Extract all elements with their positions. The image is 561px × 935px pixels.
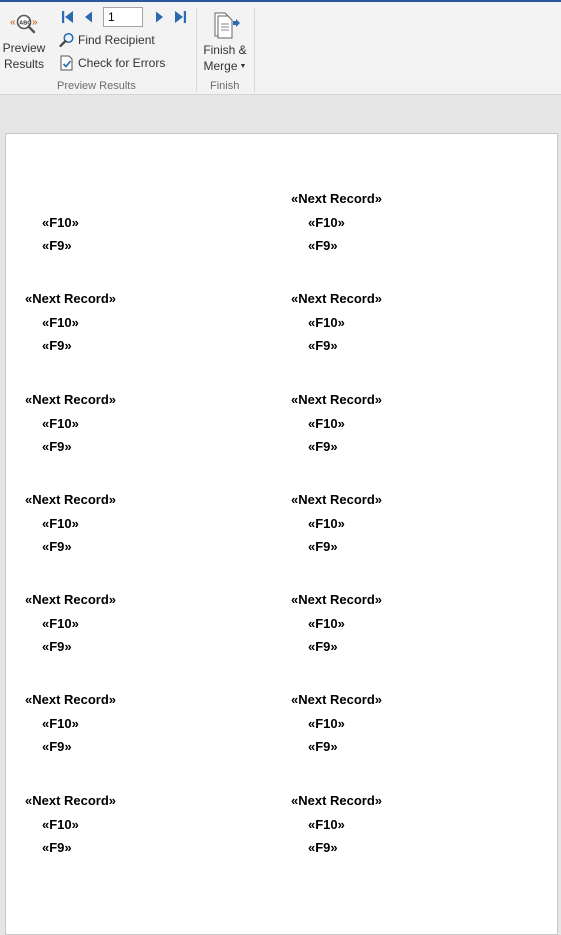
preview-results-label-2: Results — [3, 57, 44, 71]
svg-text:ABC: ABC — [19, 20, 32, 27]
finish-merge-button[interactable] — [200, 10, 250, 75]
group-separator — [196, 8, 197, 92]
f9-field: «F9» — [308, 739, 338, 754]
next-record-icon[interactable] — [152, 10, 166, 24]
document-page[interactable] — [5, 133, 558, 935]
next-record-field: «Next Record» — [25, 492, 117, 507]
label-cell — [291, 492, 531, 582]
f9-field: «F9» — [42, 439, 72, 454]
label-cell — [25, 492, 265, 582]
next-record-field: «Next Record» — [25, 392, 117, 407]
record-number-input[interactable] — [103, 7, 143, 27]
find-recipient-label: Find Recipient — [78, 33, 155, 47]
preview-results-label-1: Preview — [2, 41, 46, 55]
next-record-field: «Next Record» — [25, 592, 117, 607]
f10-field: «F10» — [42, 817, 79, 832]
label-cell — [25, 692, 265, 782]
previous-record-icon[interactable] — [82, 10, 96, 24]
f10-field: «F10» — [42, 215, 79, 230]
f10-field: «F10» — [308, 215, 345, 230]
preview-results-button[interactable] — [2, 12, 46, 72]
f10-field: «F10» — [42, 416, 79, 431]
find-recipient-button[interactable] — [59, 31, 169, 49]
group-separator-end — [254, 8, 255, 92]
f9-field: «F9» — [308, 840, 338, 855]
f10-field: «F10» — [42, 315, 79, 330]
next-record-field: «Next Record» — [25, 692, 117, 707]
label-cell — [291, 191, 531, 281]
f9-field: «F9» — [308, 639, 338, 654]
ribbon — [0, 2, 561, 95]
f10-field: «F10» — [42, 716, 79, 731]
finish-merge-label-1: Finish & — [203, 43, 247, 57]
label-cell — [25, 592, 265, 682]
next-record-field: «Next Record» — [25, 291, 117, 306]
f10-field: «F10» — [308, 516, 345, 531]
label-cell — [25, 793, 265, 883]
next-record-field: «Next Record» — [291, 291, 383, 306]
label-cell — [291, 692, 531, 782]
next-record-field: «Next Record» — [291, 793, 383, 808]
f9-field: «F9» — [308, 539, 338, 554]
f9-field: «F9» — [42, 639, 72, 654]
svg-text:»: » — [32, 17, 38, 28]
next-record-field: «Next Record» — [291, 492, 383, 507]
check-for-errors-button[interactable] — [59, 54, 174, 72]
document-area — [0, 95, 561, 915]
next-record-field: «Next Record» — [291, 392, 383, 407]
f10-field: «F10» — [308, 817, 345, 832]
f9-field: «F9» — [42, 238, 72, 253]
finish-group-label: Finish — [210, 80, 240, 92]
preview-results-group-label: Preview Results — [57, 80, 136, 92]
label-cell — [291, 793, 531, 883]
f9-field: «F9» — [42, 338, 72, 353]
f10-field: «F10» — [308, 416, 345, 431]
label-cell — [25, 191, 265, 281]
f9-field: «F9» — [42, 539, 72, 554]
first-record-icon[interactable] — [61, 10, 75, 24]
f10-field: «F10» — [42, 516, 79, 531]
finish-merge-label-2 — [200, 58, 250, 75]
preview-results-icon — [9, 12, 39, 38]
f9-field: «F9» — [42, 739, 72, 754]
f9-field: «F9» — [308, 238, 338, 253]
label-cell — [25, 392, 265, 482]
magnifier-icon — [59, 32, 75, 48]
dropdown-arrow-icon: ▼ — [239, 63, 247, 70]
f10-field: «F10» — [308, 315, 345, 330]
finish-merge-label-text: Merge — [203, 59, 238, 73]
finish-merge-icon — [209, 10, 241, 40]
label-cell — [25, 291, 265, 381]
f9-field: «F9» — [308, 439, 338, 454]
last-record-icon[interactable] — [173, 10, 187, 24]
label-cell — [291, 592, 531, 682]
f10-field: «F10» — [308, 616, 345, 631]
label-cell — [291, 291, 531, 381]
f9-field: «F9» — [42, 840, 72, 855]
f10-field: «F10» — [42, 616, 79, 631]
check-for-errors-label: Check for Errors — [78, 56, 166, 70]
next-record-field: «Next Record» — [25, 793, 117, 808]
f9-field: «F9» — [308, 338, 338, 353]
label-cell — [291, 392, 531, 482]
f10-field: «F10» — [308, 716, 345, 731]
next-record-field: «Next Record» — [291, 692, 383, 707]
svg-text:«: « — [10, 17, 16, 28]
check-errors-icon — [59, 55, 75, 71]
next-record-field: «Next Record» — [291, 191, 383, 206]
next-record-field: «Next Record» — [291, 592, 383, 607]
